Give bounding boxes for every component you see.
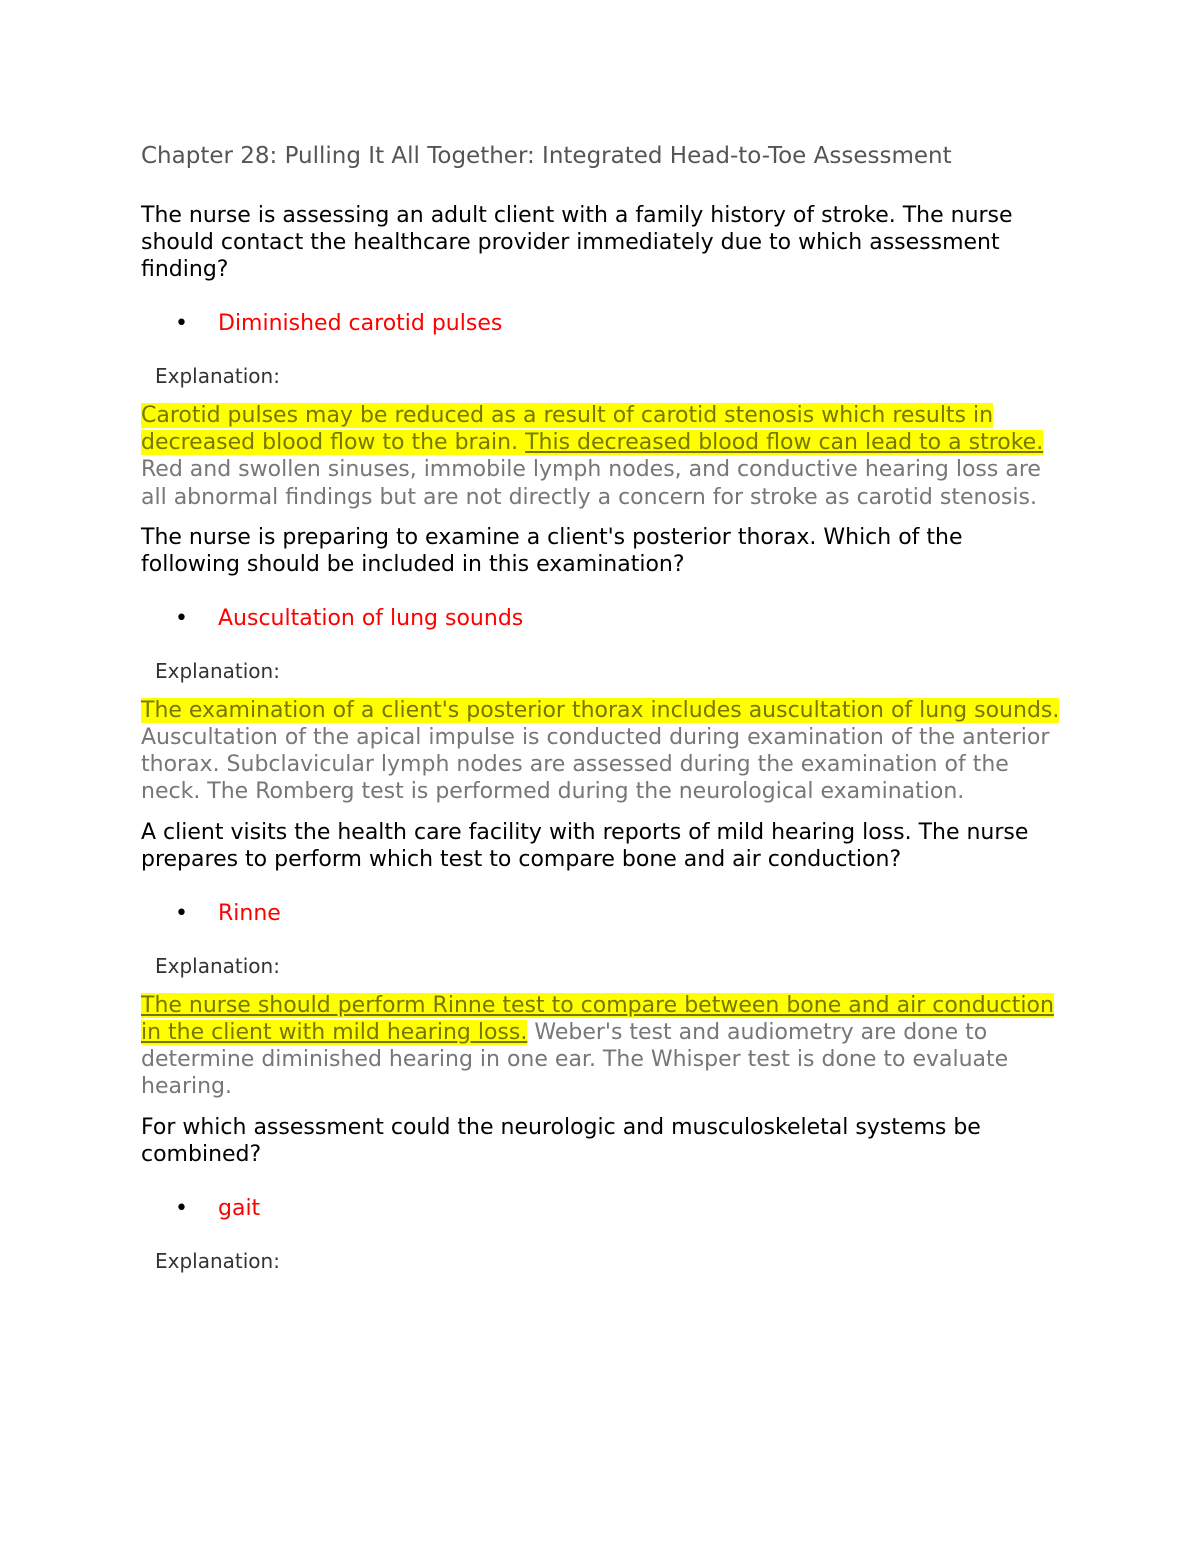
bullet-icon: • [175,605,188,631]
explanation-label-3: Explanation: [155,953,280,978]
explanation-2 [141,697,1061,806]
chapter-title: Chapter 28: Pulling It All Together: Integrated Head-to-Toe Assessment [141,143,952,169]
question-4: For which assessment could the neurologic and musculoskeletal systems be combined? [141,1115,981,1168]
explanation-rest-2: Auscultation of the apical impulse is conducted during examination of the anterior thorax. Subclavicular lymph nodes are assessed during the examination of the neck. The Romberg test is performed during the neurological examination. [141,725,1050,805]
answer-row-3 [141,900,1061,928]
answer-row-1 [141,310,1061,338]
explanation-3 [141,992,1061,1101]
answer-2: Auscultation of lung sounds [218,605,524,631]
answer-row-2 [141,605,1061,633]
qa-item-2 [141,524,1061,806]
qa-item-4 [141,1114,1061,1274]
explanation-1 [141,402,1061,511]
explanation-rest-1: Red and swollen sinuses, immobile lymph nodes, and conductive hearing loss are all abnormal findings but are not directly a concern for stroke as carotid stenosis. [141,457,1041,510]
bullet-icon: • [175,900,188,926]
qa-item-1 [141,202,1061,511]
explanation-rest-3: Weber's test and audiometry are done to determine diminished hearing in one ear. The Whisper test is done to evaluate hearing. [141,1019,1009,1100]
answer-3: Rinne [218,900,281,926]
explanation-highlight-underlined-1: This decreased blood flow can lead to a stroke. [525,430,1044,456]
explanation-label-4: Explanation: [155,1249,280,1274]
answer-row-4 [141,1195,1061,1223]
document-page [141,138,1061,1274]
answer-1: Diminished carotid pulses [218,311,503,336]
question-1: The nurse is assessing an adult client with a family history of stroke. The nurse should contact the healthcare provider immediately due to which assessment finding? [141,203,1013,282]
question-3: A client visits the health care facility with reports of mild hearing loss. The nurse prepares to perform which test to compare bone and air conduction? [141,819,1029,872]
explanation-highlight-underlined-3: The nurse should perform Rinne test to compare between bone and air conduction in the client with mild hearing loss. [141,992,1054,1045]
explanation-label-2: Explanation: [155,658,280,683]
qa-item-3 [141,819,1061,1101]
explanation-highlight-1: Carotid pulses may be reduced as a result of carotid stenosis which results in decreased blood flow to the brain. [141,403,994,456]
question-2: The nurse is preparing to examine a client's posterior thorax. Which of the following should be included in this examination? [141,524,963,577]
explanation-label-1: Explanation: [155,364,280,388]
answer-4: gait [218,1196,261,1222]
bullet-icon: • [175,1196,188,1222]
bullet-icon: • [175,311,188,336]
explanation-highlight-2: The examination of a client's posterior thorax includes auscultation of lung sounds. [141,697,1060,723]
